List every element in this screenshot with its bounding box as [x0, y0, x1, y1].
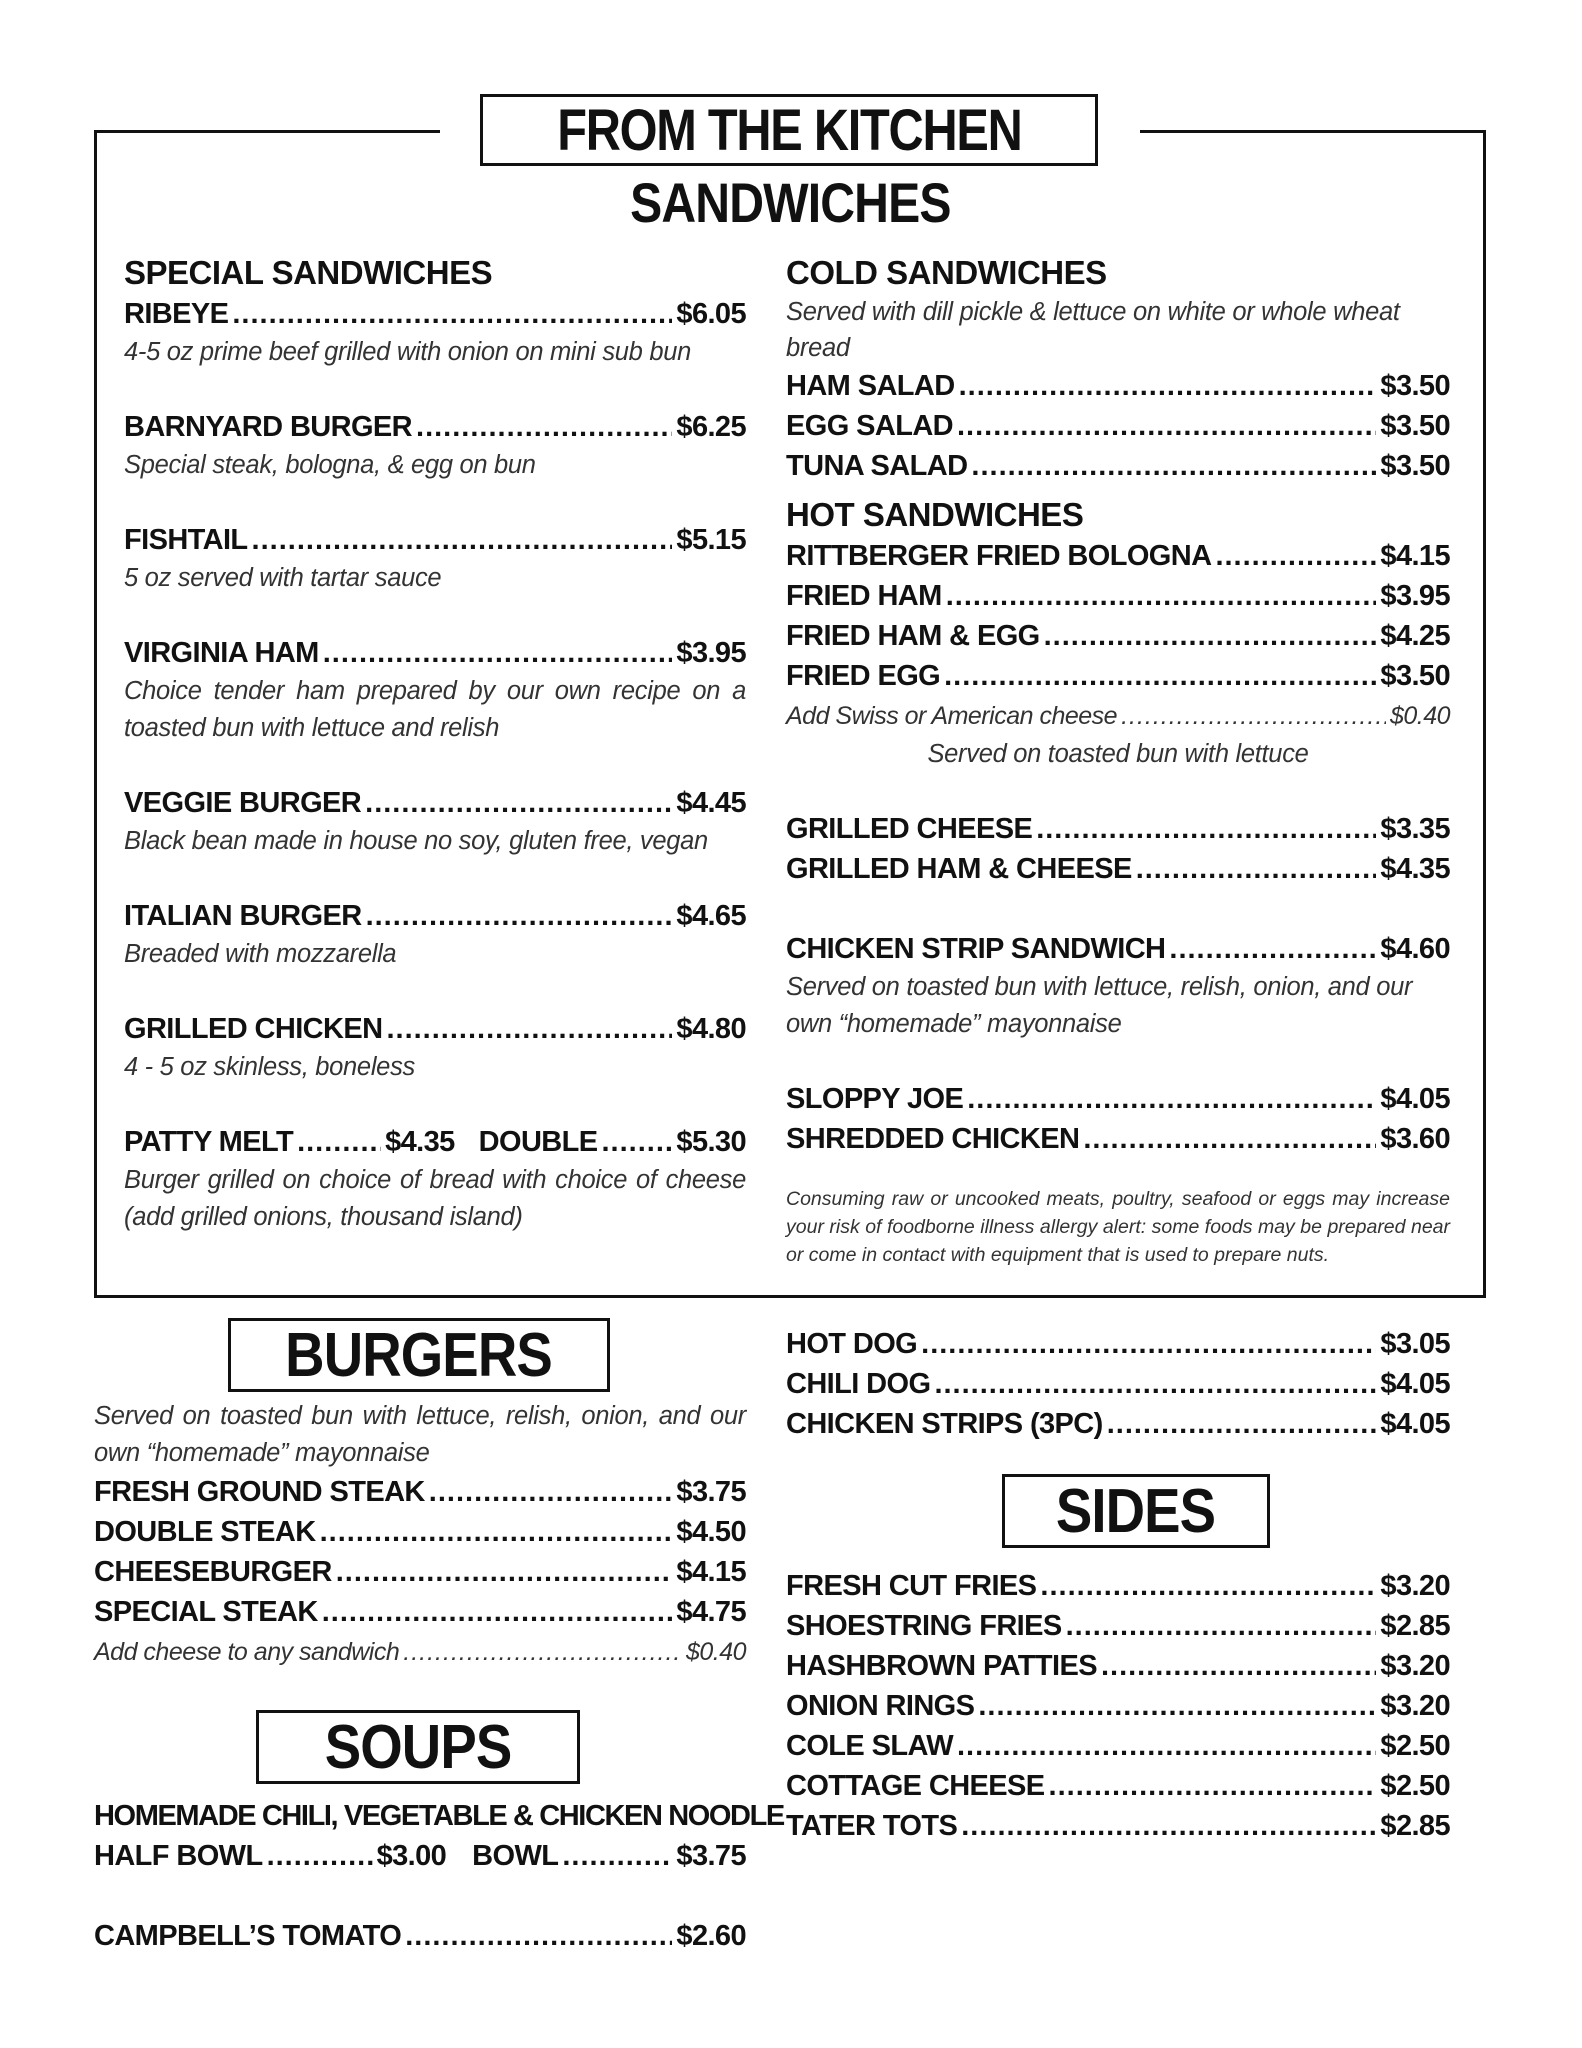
leader-dots	[944, 656, 1376, 696]
leader-dots	[601, 1122, 672, 1162]
item-price: $4.05	[1380, 1083, 1450, 1115]
item-name: EGG SALAD	[786, 410, 953, 442]
menu-item	[124, 896, 746, 973]
item-price: $3.50	[1380, 450, 1450, 482]
leader-dots	[323, 633, 673, 673]
item-price: $2.60	[676, 1920, 746, 1952]
item-name: SPECIAL STEAK	[94, 1596, 318, 1628]
bowl-price: $3.75	[676, 1840, 746, 1872]
addon-name: Add cheese to any sandwich	[94, 1638, 400, 1666]
item-name: TATER TOTS	[786, 1810, 958, 1842]
item-price: $4.05	[1380, 1408, 1450, 1440]
burgers-heading-box	[228, 1318, 610, 1392]
item-description: 4-5 oz prime beef grilled with onion on mini sub bun	[124, 338, 691, 366]
item-price: $3.60	[1380, 1123, 1450, 1155]
item-name: VEGGIE BURGER	[124, 787, 362, 819]
leader-dots	[1169, 929, 1376, 969]
item-price: $4.35	[385, 1126, 455, 1158]
item-price: $6.25	[676, 411, 746, 443]
item-name: FISHTAIL	[124, 524, 248, 556]
leader-dots	[336, 1552, 673, 1592]
item-price: $4.75	[676, 1596, 746, 1628]
item-price: $2.50	[1380, 1770, 1450, 1802]
sides-section	[786, 1566, 1450, 1846]
leader-dots	[934, 1364, 1376, 1404]
section-description: Served on toasted bun with lettuce, relish, onion, and our own “homemade” mayonnaise	[94, 1402, 746, 1467]
burgers-section	[94, 1398, 746, 1672]
item-price: $4.05	[1380, 1368, 1450, 1400]
item-name: BARNYARD BURGER	[124, 411, 413, 443]
item-price: $3.05	[1380, 1328, 1450, 1360]
item-name: COLE SLAW	[786, 1730, 953, 1762]
item-name: CHICKEN STRIP SANDWICH	[786, 933, 1166, 965]
leader-dots	[959, 366, 1377, 406]
half-bowl-label: HALF BOWL	[94, 1840, 263, 1872]
leader-dots	[365, 783, 672, 823]
item-name: HOT DOG	[786, 1328, 918, 1360]
item-name: GRILLED CHEESE	[786, 813, 1033, 845]
leader-dots	[967, 1079, 1376, 1119]
leader-dots	[1101, 1646, 1376, 1686]
menu-item	[124, 783, 746, 860]
item-price: $4.45	[676, 787, 746, 819]
leader-dots	[405, 1916, 672, 1956]
leader-dots	[1215, 536, 1376, 576]
bowl-label: BOWL	[472, 1840, 559, 1872]
item-name: CHICKEN STRIPS (3PC)	[786, 1408, 1103, 1440]
page-title: FROM THE KITCHEN	[556, 97, 1022, 163]
item-price: $4.25	[1380, 620, 1450, 652]
leader-dots	[403, 1632, 682, 1672]
item-price: $3.50	[1380, 410, 1450, 442]
section-heading: BURGERS	[285, 1320, 553, 1390]
page-subtitle: SANDWICHES	[629, 171, 951, 234]
item-name: RIBEYE	[124, 298, 229, 330]
item-name: VIRGINIA HAM	[124, 637, 319, 669]
item-name: CHILI DOG	[786, 1368, 931, 1400]
cold-sandwiches-section	[786, 252, 1450, 486]
item-description: Served on toasted bun with lettuce, relish, onion, and our own “homemade” mayonnaise	[786, 973, 1413, 1038]
menu-item	[124, 1009, 746, 1086]
section-description: Served with dill pickle & lettuce on white or whole wheat bread	[786, 298, 1400, 362]
leader-dots	[232, 294, 672, 334]
menu-item	[124, 633, 746, 747]
item-name: SHREDDED CHICKEN	[786, 1123, 1080, 1155]
leader-dots	[267, 1836, 373, 1876]
menu-item	[124, 520, 746, 597]
item-price: $3.95	[1380, 580, 1450, 612]
item-name: HAM SALAD	[786, 370, 955, 402]
soups-section	[94, 1796, 784, 1956]
item-name: RITTBERGER FRIED BOLOGNA	[786, 540, 1212, 572]
item-name: GRILLED CHICKEN	[124, 1013, 383, 1045]
item-description: 5 oz served with tartar sauce	[124, 564, 442, 592]
leader-dots	[366, 896, 673, 936]
item-name: COTTAGE CHEESE	[786, 1770, 1045, 1802]
item-name: FRIED HAM & EGG	[786, 620, 1040, 652]
leader-dots	[1036, 809, 1376, 849]
leader-dots	[946, 576, 1377, 616]
title-box	[480, 94, 1098, 166]
item-price: $2.85	[1380, 1810, 1450, 1842]
leader-dots	[386, 1009, 672, 1049]
leader-dots	[961, 1806, 1376, 1846]
item-price: $3.35	[1380, 813, 1450, 845]
addon-price: $0.40	[685, 1638, 746, 1666]
leader-dots	[416, 407, 672, 447]
section-heading: SIDES	[1056, 1476, 1216, 1546]
leader-dots	[1066, 1606, 1377, 1646]
leader-dots	[1044, 616, 1377, 656]
item-name: FRIED HAM	[786, 580, 942, 612]
addon-price: $0.40	[1389, 702, 1450, 730]
item-name: FRESH GROUND STEAK	[94, 1476, 425, 1508]
leader-dots	[921, 1324, 1376, 1364]
item-description: 4 - 5 oz skinless, boneless	[124, 1053, 415, 1081]
leader-dots	[971, 446, 1376, 486]
addon-name: Add Swiss or American cheese	[786, 702, 1118, 730]
item-name: PATTY MELT	[124, 1126, 294, 1158]
special-sandwiches-section	[124, 252, 746, 1272]
item-name: SLOPPY JOE	[786, 1083, 964, 1115]
leader-dots	[957, 406, 1376, 446]
item-price: $5.15	[676, 524, 746, 556]
section-heading: SOUPS	[324, 1712, 512, 1782]
item-name: DOUBLE STEAK	[94, 1516, 316, 1548]
item-name: CHEESEBURGER	[94, 1556, 332, 1588]
item-name: ONION RINGS	[786, 1690, 975, 1722]
item-name: GRILLED HAM & CHEESE	[786, 853, 1132, 885]
allergy-warning: Consuming raw or uncooked meats, poultry, seafood or eggs may increase your risk of foodborne illness allergy alert: some foods may be prepared near or come in contact with equipment that is used to prepare nuts.	[786, 1188, 1450, 1266]
item-price: $4.15	[1380, 540, 1450, 572]
item-description: Burger grilled on choice of bread with choice of cheese (add grilled onions, thousand island)	[124, 1166, 746, 1231]
half-bowl-price: $3.00	[376, 1840, 447, 1872]
item-price: $4.65	[676, 900, 746, 932]
item-price: $4.15	[676, 1556, 746, 1588]
leader-dots	[320, 1512, 673, 1552]
item-price: $4.80	[676, 1013, 746, 1045]
double-price: $5.30	[676, 1126, 746, 1158]
leader-dots	[297, 1122, 381, 1162]
leader-dots	[1136, 849, 1377, 889]
item-description: Special steak, bologna, & egg on bun	[124, 451, 536, 479]
item-price: $6.05	[676, 298, 746, 330]
item-price: $3.20	[1380, 1650, 1450, 1682]
item-price: $4.50	[676, 1516, 746, 1548]
item-name: FRESH CUT FRIES	[786, 1570, 1037, 1602]
item-price: $2.85	[1380, 1610, 1450, 1642]
leader-dots	[978, 1686, 1376, 1726]
item-name: HASHBROWN PATTIES	[786, 1650, 1097, 1682]
leader-dots	[1040, 1566, 1376, 1606]
item-name: TUNA SALAD	[786, 450, 968, 482]
leader-dots	[322, 1592, 673, 1632]
item-price: $4.60	[1380, 933, 1450, 965]
item-name: CAMPBELL’S TOMATO	[94, 1920, 402, 1952]
item-description: Breaded with mozzarella	[124, 940, 397, 968]
sides-heading-box	[1002, 1474, 1270, 1548]
leader-dots	[1107, 1404, 1377, 1444]
served-note: Served on toasted bun with lettuce	[927, 740, 1309, 768]
hotdogs-section	[786, 1324, 1450, 1444]
leader-dots	[957, 1726, 1376, 1766]
item-price: $3.50	[1380, 660, 1450, 692]
leader-dots	[1049, 1766, 1377, 1806]
item-name: SHOESTRING FRIES	[786, 1610, 1062, 1642]
item-price: $3.20	[1380, 1570, 1450, 1602]
section-heading: SPECIAL SANDWICHES	[124, 254, 493, 291]
item-description: Choice tender ham prepared by our own recipe on a toasted bun with lettuce and relish	[124, 677, 746, 742]
section-heading: COLD SANDWICHES	[786, 254, 1107, 291]
hot-sandwiches-section	[786, 494, 1450, 1269]
leader-dots	[1121, 696, 1386, 736]
item-name: FRIED EGG	[786, 660, 941, 692]
item-price: $2.50	[1380, 1730, 1450, 1762]
leader-dots	[562, 1836, 672, 1876]
item-price: $3.50	[1380, 370, 1450, 402]
menu-item	[124, 294, 746, 371]
item-price: $3.75	[676, 1476, 746, 1508]
double-label: DOUBLE	[478, 1126, 598, 1158]
item-price: $3.20	[1380, 1690, 1450, 1722]
leader-dots	[1083, 1119, 1376, 1159]
leader-dots	[429, 1472, 673, 1512]
section-heading: HOT SANDWICHES	[786, 496, 1084, 533]
item-name: ITALIAN BURGER	[124, 900, 362, 932]
menu-item	[124, 407, 746, 484]
item-price: $4.35	[1380, 853, 1450, 885]
item-price: $3.95	[676, 637, 746, 669]
menu-item-patty-melt	[124, 1122, 746, 1236]
soup-varieties: HOMEMADE CHILI, VEGETABLE & CHICKEN NOODLE	[94, 1800, 784, 1832]
item-description: Black bean made in house no soy, gluten free, vegan	[124, 827, 708, 855]
soups-heading-box	[256, 1710, 580, 1784]
leader-dots	[252, 520, 673, 560]
